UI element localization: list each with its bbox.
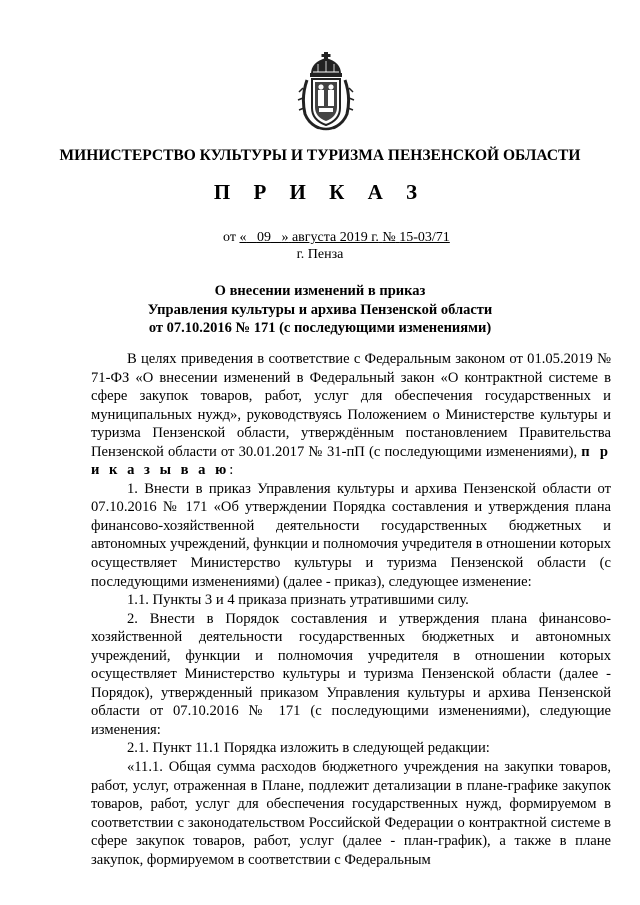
- date-prefix: от: [223, 230, 236, 245]
- city: г. Пенза: [296, 247, 344, 262]
- order-date-number: [223, 230, 450, 246]
- date-day: 09: [256, 230, 271, 245]
- orders-word: п р и к а з ы в а ю: [91, 443, 611, 479]
- coat-of-arms-icon: [297, 52, 355, 132]
- date-day-block: « 09 » августа 2019 г. № 15-03/71: [239, 230, 450, 245]
- item-1-1-paragraph: 1.1. Пункты 3 и 4 приказа признать утратившими силу.: [127, 592, 469, 609]
- subject-line: О внесении изменений в приказ: [214, 283, 426, 299]
- quote-11-1-paragraph: «11.1. Общая сумма расходов бюджетного учреждения на закупки товаров, работ, услуг, отраженная в Плане, подлежит детализации в плане-графике закупок товаров, работ, услуг для обеспечения государственных нужд, формируемом в соответствии с законодательством Российской Федерации о контрактной системе в сфере закупок товаров, работ, услуг (далее - план-график), а также в плане закупок, формируемом в соответствии с Федеральным: [91, 759, 611, 868]
- ministry-name: МИНИСТЕРСТВО КУЛЬТУРЫ И ТУРИЗМА ПЕНЗЕНСКОЙ ОБЛАСТИ: [59, 147, 581, 164]
- order-subject: [0, 282, 640, 338]
- item-2-paragraph: 2. Внести в Порядок составления и утверждения плана финансово-хозяйственной деятельности государственных бюджетных и автономных учреждений, функции и полномочия учредителя в отношении которых осуществляет Министерство культуры и туризма Пензенской области (далее - Порядок), утвержденный приказом Управления культуры и архива Пензенской области от 07.10.2016 № 171 (с последующими изменениями), следующие изменения:: [91, 610, 611, 738]
- subject-line: Управления культуры и архива Пензенской области: [147, 301, 493, 318]
- item-1-paragraph: 1. Внести в приказ Управления культуры и архива Пензенской области от 07.10.2016 № 171 «Об утверждении Порядка составления и утверждения плана финансово-хозяйственной деятельности государственных бюджетных и автономных учреждений, функции и полномочия учредителя в отношении которых осуществляет Министерство культуры и туризма Пензенской области (с последующими изменениями) (далее - приказ), следующее изменение:: [91, 480, 611, 590]
- date-month-year: августа 2019 г.: [291, 230, 379, 245]
- subject-line: от 07.10.2016 № 171 (с последующими изменениями): [148, 320, 492, 336]
- item-2-1-paragraph: 2.1. Пункт 11.1 Порядка изложить в следующей редакции:: [127, 740, 490, 757]
- order-title: П Р И К А З: [213, 180, 427, 204]
- order-number: 15-03/71: [399, 230, 450, 245]
- preamble-paragraph: В целях приведения в соответствие с Федеральным законом от 01.05.2019 № 71-ФЗ «О внесении изменений в Федеральный закон «О контрактной системе в сфере закупок товаров, работ, услуг для обеспечения государственных и муниципальных нужд», руководствуясь Положением о Министерстве культуры и туризма Пензенской области, утверждённым постановлением Правительства Пензенской области от 30.01.2017 № 31-пП (с последующими изменениями), п р и к а з ы в а ю:: [91, 351, 611, 479]
- order-body: [91, 350, 611, 869]
- number-label: №: [382, 230, 396, 245]
